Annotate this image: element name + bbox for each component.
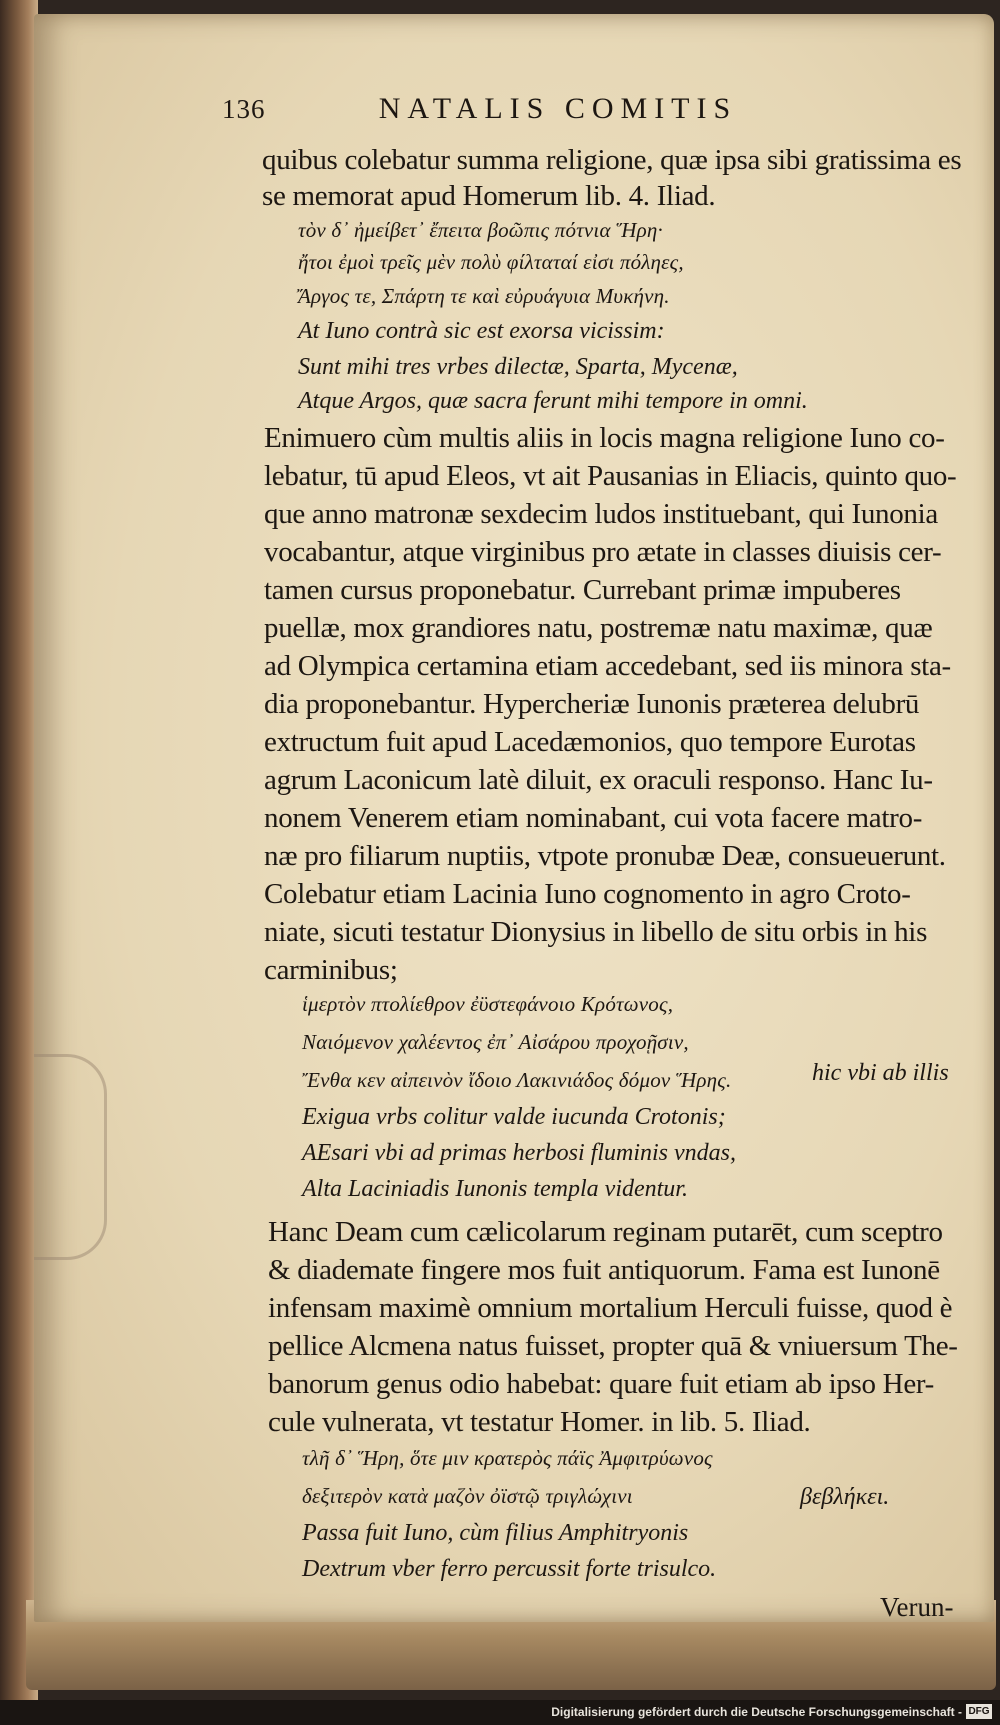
- footer-strip: [0, 1700, 1000, 1725]
- text-line: se memorat apud Homerum lib. 4. Iliad.: [262, 180, 716, 212]
- digitization-credit: Digitalisierung gefördert durch die Deutsche Forschungsgemeinschaft -: [551, 1705, 962, 1719]
- greek-verse-line: ἤτοι ἐμοὶ τρεῖς μὲν πολὺ φίλταταί εἰσι πόληες,: [298, 250, 684, 274]
- text-line: infensam maximè omnium mortalium Herculi fuisse, quod è: [268, 1292, 953, 1324]
- greek-verse-line: δεξιτερὸν κατὰ μαζὸν ὀϊστῷ τριγλώχινι: [302, 1484, 633, 1508]
- latin-verse-line: At Iuno contrà sic est exorsa vicissim:: [298, 318, 665, 344]
- greek-verse-line: Ναιόμενον χαλέεντος ἐπ᾽ Αἰσάρου προχοῇσιν,: [302, 1030, 689, 1054]
- greek-verse-line: ἱμερτὸν πτολίεθρον ἐϋστεφάνοιο Κρότωνος,: [302, 992, 674, 1016]
- text-line: tamen cursus proponebatur. Currebant primæ impuberes: [264, 574, 901, 606]
- text-line: que anno matronæ sexdecim ludos instituebant, qui Iunonia: [264, 498, 938, 530]
- margin-note: hic vbi ab illis: [812, 1060, 949, 1086]
- text-line: agrum Laconicum latè diluit, ex oraculi responso. Hanc Iu-: [264, 764, 933, 796]
- text-line: extructum fuit apud Lacedæmonios, quo tempore Eurotas: [264, 726, 916, 758]
- latin-verse-line: Atque Argos, quæ sacra ferunt mihi tempore in omni.: [298, 388, 808, 414]
- greek-verse-line: Ἄργος τε, Σπάρτη τε καὶ εὐρυάγυια Μυκήνη.: [298, 284, 670, 308]
- latin-verse-line: Dextrum vber ferro percussit forte trisulco.: [302, 1556, 717, 1582]
- text-line: niate, sicuti testatur Dionysius in libello de situ orbis in his: [264, 916, 928, 948]
- latin-verse-line: Alta Laciniadis Iunonis templa videntur.: [302, 1176, 688, 1202]
- text-line: Colebatur etiam Lacinia Iuno cognomento in agro Croto-: [264, 878, 911, 910]
- text-line: vocabantur, atque virginibus pro ætate in classes diuisis cer-: [264, 536, 942, 568]
- text-line: quibus colebatur summa religione, quæ ipsa sibi gratissima es: [262, 144, 962, 176]
- text-line: pellice Alcmena natus fuisset, propter quā & vniuersum The-: [268, 1330, 958, 1362]
- greek-verse-line: τὸν δ᾽ ἠμείβετ᾽ ἔπειτα βοῶπις πότνια Ἥρη·: [298, 218, 663, 242]
- text-line: puellæ, mox grandiores natu, postremæ natu maximæ, quæ: [264, 612, 933, 644]
- text-line: Enimuero cùm multis aliis in locis magna religione Iuno co-: [264, 422, 945, 454]
- text-line: banorum genus odio habebat: quare fuit etiam ab ipso Her-: [268, 1368, 935, 1400]
- latin-verse-line: Passa fuit Iuno, cùm filius Amphitryonis: [302, 1520, 689, 1546]
- text-line: nonem Venerem etiam nominabant, cui vota facere matro-: [264, 802, 923, 834]
- dfg-logo: DFG: [966, 1704, 992, 1719]
- running-head: [222, 92, 862, 126]
- latin-verse-line: AEsari vbi ad primas herbosi fluminis vndas,: [302, 1140, 737, 1166]
- margin-note: βεβλήκει.: [800, 1484, 890, 1510]
- text-line: carminibus;: [264, 954, 398, 986]
- book-binding: [0, 0, 38, 1725]
- text-line: ad Olympica certamina etiam accedebant, sed iis minora sta-: [264, 650, 951, 682]
- catchword: Verun-: [880, 1592, 954, 1622]
- greek-verse-line: τλῆ δ᾽ Ἥρη, ὅτε μιν κρατερὸς πάϊς Ἀμφιτρύωνος: [302, 1446, 713, 1470]
- text-line: lebatur, tū apud Eleos, vt ait Pausanias in Eliacis, quinto quo-: [264, 460, 957, 492]
- latin-verse-line: Exigua vrbs colitur valde iucunda Crotonis;: [302, 1104, 726, 1130]
- text-line: dia proponebantur. Hypercheriæ Iunonis præterea delubrū: [264, 688, 920, 720]
- text-line: cule vulnerata, vt testatur Homer. in lib. 5. Iliad.: [268, 1406, 811, 1438]
- page-clip-shadow: [34, 1054, 107, 1260]
- greek-verse-line: Ἔνθα κεν αἰπεινὸν ἴδοιο Λακινιάδος δόμον Ἥρης.: [302, 1068, 732, 1092]
- text-line: Hanc Deam cum cælicolarum reginam putarēt, cum sceptro: [268, 1216, 943, 1248]
- latin-verse-line: Sunt mihi tres vrbes dilectæ, Sparta, Mycenæ,: [298, 354, 738, 380]
- text-line: & diademate fingere mos fuit antiquorum. Fama est Iunonē: [268, 1254, 940, 1286]
- page-number: 136: [222, 94, 266, 124]
- text-line: næ pro filiarum nuptiis, vtpote pronubæ Deæ, consueuerunt.: [264, 840, 946, 872]
- running-title: NATALIS COMITIS: [378, 92, 738, 125]
